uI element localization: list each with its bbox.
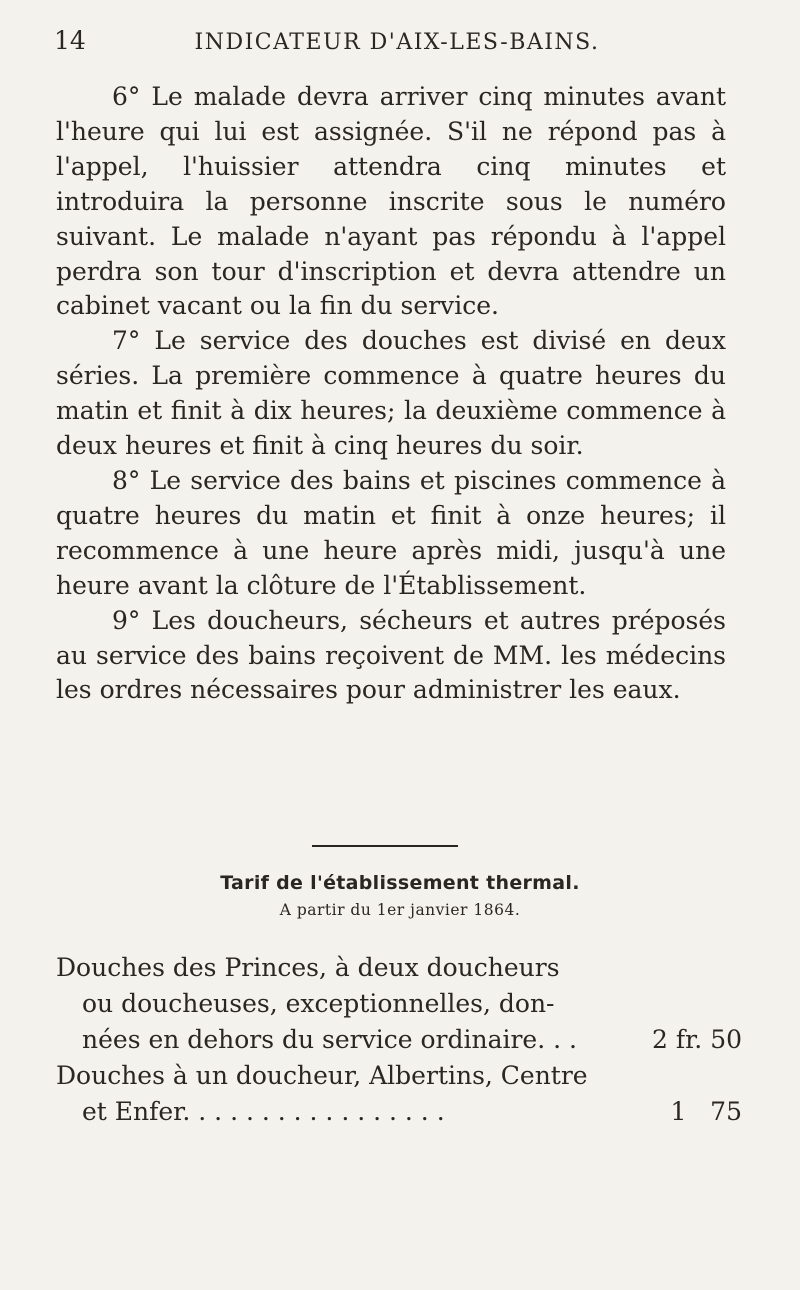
tarif-item <box>56 950 742 1058</box>
paragraph-number: 7° <box>112 326 141 356</box>
tarif-item-line: et Enfer. . . . . . . . . . . . . . . . . <box>82 1097 445 1126</box>
section-divider <box>312 845 458 847</box>
running-title: INDICATEUR D'AIX-LES-BAINS. <box>194 30 600 55</box>
tarif-item-line: ou doucheuses, exceptionnelles, don- <box>82 989 555 1018</box>
paragraph-text: Les doucheurs, sécheurs et autres préposés au service des bains reçoivent de MM. les médecins les ordres nécessaires pour administrer les eaux. <box>56 605 726 705</box>
page-header <box>54 26 740 62</box>
paragraph-6 <box>56 80 726 324</box>
paragraph-text: Le malade devra arriver cinq minutes avant l'heure qui lui est assignée. S'il ne répond pas à l'appel, l'huissier attendra cinq minutes et introduira la personne inscrite sous le numéro suivant. Le malade n'ayant pas répondu à l'appel perdra son tour d'inscription et devra attendre un cabinet vacant ou la fin du service. <box>56 82 727 321</box>
tarif-subtitle: A partir du 1er janvier 1864. <box>279 901 521 919</box>
paragraph-text: Le service des douches est divisé en deux séries. La première commence à quatre heures du matin et finit à dix heures; la deuxième commence à deux heures et finit à cinq heures du soir. <box>56 326 726 461</box>
paragraph-9 <box>56 604 726 709</box>
tarif-list <box>56 950 742 1130</box>
tarif-item <box>56 1058 742 1130</box>
regulations-text <box>56 80 726 708</box>
tarif-item-line: Douches des Princes, à deux doucheurs <box>56 953 560 982</box>
paragraph-7 <box>56 324 726 464</box>
paragraph-number: 8° <box>112 465 141 495</box>
paragraph-number: 9° <box>112 605 141 635</box>
paragraph-8 <box>56 464 726 604</box>
paragraph-text: Le service des bains et piscines commence à quatre heures du matin et finit à onze heures; il recommence à une heure après midi, jusqu'à une heure avant la clôture de l'Établissement. <box>56 465 726 600</box>
tarif-item-line: Douches à un doucheur, Albertins, Centre <box>56 1061 588 1090</box>
tarif-item-line: nées en dehors du service ordinaire. . . <box>82 1025 577 1054</box>
tarif-item-price: 2 fr. 50 <box>651 1025 742 1054</box>
tarif-title: Tarif de l'établissement thermal. <box>220 872 580 894</box>
page-number: 14 <box>54 26 86 55</box>
tarif-item-price: 1 75 <box>670 1097 742 1126</box>
paragraph-number: 6° <box>112 82 141 111</box>
